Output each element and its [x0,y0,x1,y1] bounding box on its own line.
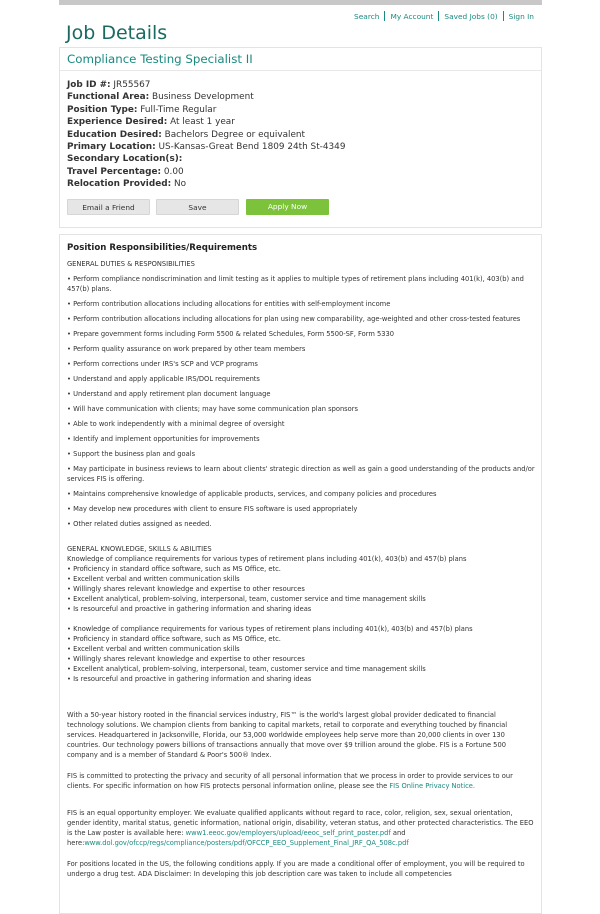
duty-item: • Perform contribution allocations including allocations for entities with self-employment income [67,300,391,308]
field-job-id: Job ID #: JR55567 [67,80,151,90]
field-experience: Experience Desired: At least 1 year [67,117,235,128]
knowledge-heading: GENERAL KNOWLEDGE, SKILLS & ABILITIES [67,545,212,553]
duty-item: • Understand and apply applicable IRS/DOL requirements [67,375,260,383]
knowledge-item: • Willingly shares relevant knowledge and expertise to other resources [67,655,305,663]
knowledge-item: • Willingly shares relevant knowledge and expertise to other resources [67,585,305,593]
job-fields [67,79,345,191]
knowledge-item: Knowledge of compliance requirements for various types of retirement plans including 401(k), 403(b) and 457(b) plans [67,555,467,563]
duty-item: • Prepare government forms including Form 5500 & related Schedules, Form 5500-SF, Form 5330 [67,330,395,338]
duties-heading: GENERAL DUTIES & RESPONSIBILITIES [67,260,195,268]
knowledge-list [67,554,535,614]
link-divider [438,11,439,21]
sign-in-link[interactable]: Sign In [508,11,534,21]
duty-item: • Perform contribution allocations including allocations for plan using new comparability, age-weighted and other cross-tested features [67,315,521,323]
duty-item: • Understand and apply retirement plan document language [67,390,271,398]
duty-item: • Support the business plan and goals [67,450,196,458]
knowledge-item: • Excellent analytical, problem-solving, interpersonal, team, customer service and time management skills [67,595,426,603]
knowledge-item: • Is resourceful and proactive in gathering information and sharing ideas [67,605,312,613]
page-title: Job Details [66,22,168,44]
field-secondary-locations: Secondary Location(s): [67,154,183,165]
section-heading: Position Responsibilities/Requirements [67,243,258,253]
privacy-notice-link[interactable]: FIS Online Privacy Notice. [389,782,476,790]
duty-item: • Will have communication with clients; may have some communication plan sponsors [67,405,358,413]
job-title-row [60,48,541,71]
field-relocation: Relocation Provided: No [67,179,187,190]
knowledge-item: • Proficiency in standard office software, such as MS Office, etc. [67,565,281,573]
search-link[interactable]: Search [354,11,380,21]
duty-item: • Maintains comprehensive knowledge of applicable products, services, and company policies and procedures [67,490,437,498]
drug-test-paragraph: For positions located in the US, the following conditions apply. If you are made a conditional offer of employment, you will be required to undergo a drug test. ADA Disclaimer: In developing this job description care was taken to include all competencies [67,860,525,878]
knowledge-item: • Is resourceful and proactive in gathering information and sharing ideas [67,675,312,683]
duty-item: • Perform compliance nondiscrimination and limit testing as it applies to multiple types of retirement plans including 401(k), 403(b) and 457(b) plans. [67,275,524,293]
duty-item: • Identify and implement opportunities for improvements [67,435,260,443]
field-primary-location: Primary Location: US-Kansas-Great Bend 1809 24th St-4349 [67,142,346,153]
knowledge-item: • Excellent verbal and written communication skills [67,575,240,583]
spacer [67,614,535,624]
knowledge-item: • Excellent analytical, problem-solving, interpersonal, team, customer service and time management skills [67,665,426,673]
knowledge-item: • Excellent verbal and written communication skills [67,645,240,653]
duty-item: • May develop new procedures with client to ensure FIS software is used appropriately [67,505,358,513]
save-button[interactable]: Save [156,199,239,215]
field-position-type: Position Type: Full-Time Regular [67,104,217,115]
knowledge-list [67,624,535,684]
duty-item: • Perform corrections under IRS's SCP and VCP programs [67,360,258,368]
apply-now-button[interactable]: Apply Now [246,199,329,215]
spacer [67,796,535,808]
job-summary-card [59,47,542,228]
field-functional-area: Functional Area: Business Development [67,92,254,103]
knowledge-item: • Knowledge of compliance requirements for various types of retirement plans including 401(k), 403(b) and 457(b) plans [67,625,473,633]
link-divider [503,11,504,21]
link-divider [384,11,385,21]
spacer [67,684,535,710]
job-title: Compliance Testing Specialist II [67,52,253,66]
my-account-link[interactable]: My Account [390,11,434,21]
description-card [59,234,542,914]
top-border-bar [59,0,542,5]
about-paragraph: With a 50-year history rooted in the financial services industry, FIS™ is the world's largest global provider dedicated to financial technology solutions. We champion clients from banking to capital markets, retail to corporate and everything touched by financial services. Headquartered in Jacksonville, Florida, our 53,000 worldwide employees help serve more than 20,000 clients in over 130 countries. Our technology powers billions of transactions annually that move over $9 trillion around the globe. FIS is a Fortune 500 company and is a member of Standard & Poor's 500® Index. [67,711,508,759]
duty-item: • May participate in business reviews to learn about clients' strategic direction as well as gain a good understanding of the products and/or services FIS is offering. [67,465,535,483]
header-links [354,11,534,21]
saved-jobs-link[interactable]: Saved Jobs (0) [444,11,498,21]
spacer [67,534,535,544]
duty-item: • Able to work independently with a minimal degree of oversight [67,420,285,428]
email-friend-button[interactable]: Email a Friend [67,199,150,215]
knowledge-item: • Proficiency in standard office software, such as MS Office, etc. [67,635,281,643]
eeo-paragraph: FIS is an equal opportunity employer. We evaluate qualified applicants without regard to race, color, religion, sex, sexual orientation, gender identity, marital status, genetic information, national origin, disability, veteran status, and other protected characteristics. The EEO is the Law poster is available here: www1.eeoc.gov/employers/upload/eeoc_self_print_poster.pdf and here:www.dol.gov/ofccp/regs/compliance/posters/pdf/OFCCP_EEO_Supplement_Final_JRF_QA_508c.pdf [67,809,534,847]
duty-item: • Perform quality assurance on work prepared by other team members [67,345,306,353]
privacy-paragraph: FIS is committed to protecting the privacy and security of all personal information that we process in order to provide services to our clients. For specific information on how FIS protects personal information online, please see the FIS Online Privacy Notice. [67,772,513,790]
ofccp-supplement-link[interactable]: www.dol.gov/ofccp/regs/compliance/posters/pdf/OFCCP_EEO_Supplement_Final_JRF_QA_508c.pdf [84,839,409,847]
eeoc-poster-link[interactable]: www1.eeoc.gov/employers/upload/eeoc_self_print_poster.pdf [185,829,391,837]
field-travel: Travel Percentage: 0.00 [67,166,184,177]
duty-item: • Other related duties assigned as needed. [67,520,212,528]
field-education: Education Desired: Bachelors Degree or equivalent [67,129,306,140]
description-content [67,243,535,884]
